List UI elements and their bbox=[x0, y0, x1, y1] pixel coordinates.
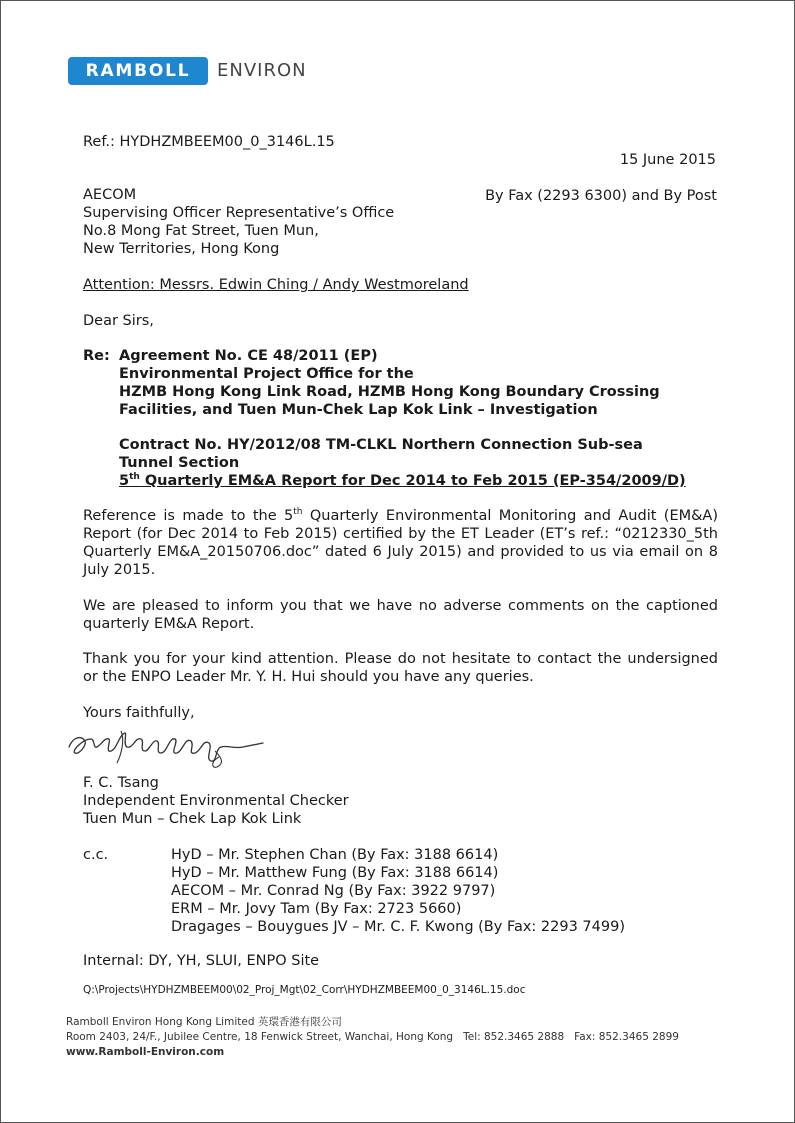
footer-address-line bbox=[66, 1030, 679, 1045]
handwritten-signature bbox=[65, 725, 270, 771]
cc-entry: ERM – Mr. Jovy Tam (By Fax: 2723 5660) bbox=[171, 901, 462, 917]
internal-distribution: Internal: DY, YH, SLUI, ENPO Site bbox=[83, 953, 320, 969]
subject-re-label: Re: bbox=[83, 348, 110, 364]
attention-line: Attention: Messrs. Edwin Ching / Andy Westmoreland bbox=[83, 277, 469, 293]
cc-list bbox=[171, 846, 625, 936]
subject-line-6: Tunnel Section bbox=[119, 455, 240, 471]
footer-company: Ramboll Environ Hong Kong Limited 英環香港有限公司 bbox=[66, 1016, 342, 1028]
recipient-line-1: AECOM bbox=[83, 187, 137, 203]
cc-entry: AECOM – Mr. Conrad Ng (By Fax: 3922 9797) bbox=[171, 883, 496, 899]
body-paragraph-3: Thank you for your kind attention. Please do not hesitate to contact the undersigned or the ENPO Leader Mr. Y. H. Hui should you have any queries. bbox=[83, 651, 718, 685]
logo-brand: RAMBOLL bbox=[85, 61, 191, 81]
subject-ordinal-suffix: th bbox=[129, 472, 140, 483]
body-paragraph-1 bbox=[83, 507, 718, 579]
subject-line-5: Contract No. HY/2012/08 TM-CLKL Northern Connection Sub-sea bbox=[119, 437, 643, 453]
signatory-project: Tuen Mun – Chek Lap Kok Link bbox=[83, 811, 302, 827]
cc-label: c.c. bbox=[83, 847, 109, 863]
footer-website: www.Ramboll-Environ.com bbox=[66, 1046, 225, 1058]
signatory-title: Independent Environmental Checker bbox=[83, 793, 349, 809]
subject-line-1: Agreement No. CE 48/2011 (EP) bbox=[119, 348, 378, 364]
footer-fax: Fax: 852.3465 2899 bbox=[574, 1031, 679, 1043]
delivery-method: By Fax (2293 6300) and By Post bbox=[485, 188, 717, 204]
logo-sub: ENVIRON bbox=[217, 60, 307, 81]
recipient-line-3: No.8 Mong Fat Street, Tuen Mun, bbox=[83, 223, 319, 239]
signatory-name: F. C. Tsang bbox=[83, 775, 159, 791]
subject-ordinal-number: 5 bbox=[119, 473, 130, 489]
footer-tel: Tel: 852.3465 2888 bbox=[463, 1031, 565, 1043]
body-paragraph-2: We are pleased to inform you that we have no adverse comments on the captioned quarterly EM&A Report. bbox=[83, 598, 718, 632]
letter-date: 15 June 2015 bbox=[619, 152, 716, 168]
closing: Yours faithfully, bbox=[83, 705, 195, 721]
recipient-line-2: Supervising Officer Representative’s Office bbox=[83, 205, 395, 221]
cc-entry: HyD – Mr. Matthew Fung (By Fax: 3188 6614) bbox=[171, 865, 499, 881]
subject-line-4: Facilities, and Tuen Mun-Chek Lap Kok Link – Investigation bbox=[119, 402, 598, 418]
salutation: Dear Sirs, bbox=[83, 313, 154, 329]
footer-address: Room 2403, 24/F., Jubilee Centre, 18 Fenwick Street, Wanchai, Hong Kong bbox=[66, 1031, 454, 1043]
cc-entry: Dragages – Bouygues JV – Mr. C. F. Kwong (By Fax: 2293 7499) bbox=[171, 919, 625, 935]
subject-line-3: HZMB Hong Kong Link Road, HZMB Hong Kong Boundary Crossing bbox=[119, 384, 660, 400]
paragraph-1-rest: Quarterly Environmental Monitoring and Audit (EM&A) Report (for Dec 2014 to Feb 2015) certified by the ET Leader (ET’s ref.: “0212330_5th Quarterly EM&A_20150706.doc” dated 6 July 2015) and provided to us via email on 8 July 2015. bbox=[83, 508, 719, 578]
paragraph-1-suffix: th bbox=[293, 507, 303, 518]
ramboll-logo bbox=[68, 57, 208, 85]
subject-line-7-rest: Quarterly EM&A Report for Dec 2014 to Feb 2015 (EP-354/2009/D) bbox=[139, 473, 686, 489]
cc-entry: HyD – Mr. Stephen Chan (By Fax: 3188 6614) bbox=[171, 847, 499, 863]
subject-line-2: Environmental Project Office for the bbox=[119, 366, 414, 382]
recipient-line-4: New Territories, Hong Kong bbox=[83, 241, 280, 257]
paragraph-1-start: Reference is made to the 5 bbox=[83, 508, 294, 524]
reference-number: Ref.: HYDHZMBEEM00_0_3146L.15 bbox=[83, 134, 335, 150]
file-path: Q:\Projects\HYDHZMBEEM00\02_Proj_Mgt\02_Corr\HYDHZMBEEM00_0_3146L.15.doc bbox=[83, 984, 526, 996]
subject-line-7 bbox=[119, 472, 686, 490]
